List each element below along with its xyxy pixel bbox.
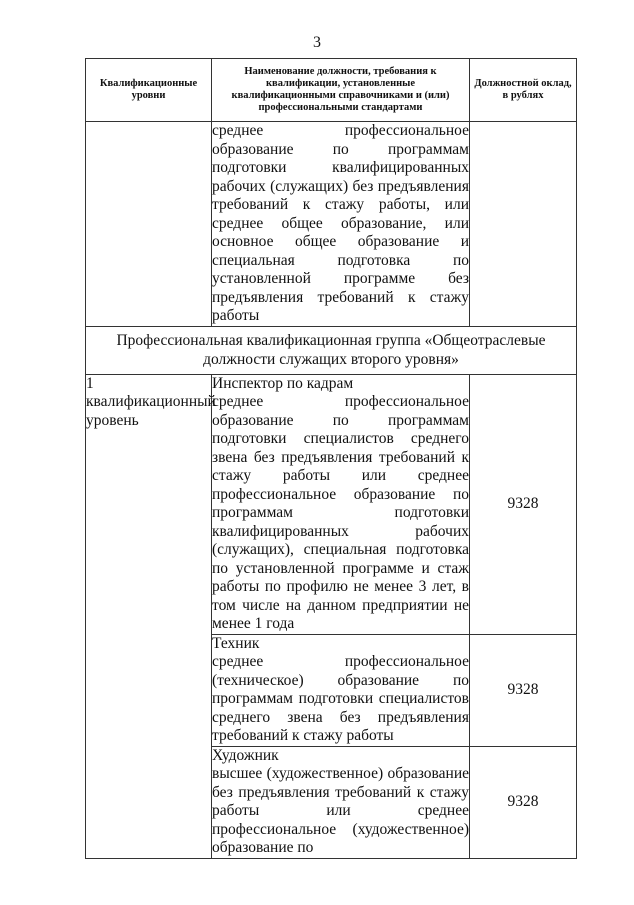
- job-title: Техник: [212, 634, 260, 652]
- group-title-row: [86, 326, 577, 374]
- page-number: 3: [313, 34, 321, 51]
- table-row: [86, 374, 577, 634]
- job-requirements: высшее (художественное) образование без предъявления требований к стажу работы или среднее профессиональное (художественное) образование по: [212, 765, 469, 856]
- salary-cell: 9328: [470, 374, 577, 634]
- requirements-cell: [212, 746, 470, 858]
- job-title: Художник: [212, 746, 279, 764]
- job-requirements: среднее профессиональное (техническое) образование по программам подготовки специалистов среднего звена без предъявления требований к стажу работы: [212, 653, 469, 744]
- header-salary: Должностной оклад, в рублях: [470, 59, 577, 122]
- header-levels: Квалификационные уровни: [86, 59, 212, 122]
- requirements-cell: [212, 634, 470, 746]
- level-cell: [86, 122, 212, 327]
- requirements-cell: среднее профессиональное образование по программам подготовки квалифицированных рабочих (служащих) без предъявления требований к стажу работы, или среднее общее образование, или основное общее образование и специальная подготовка по установленной программе без предъявления требований к стажу работы: [212, 122, 469, 324]
- table-header-row: [86, 59, 577, 122]
- requirements-cell: [212, 374, 470, 634]
- table-row: [86, 122, 577, 327]
- salary-cell: 9328: [470, 746, 577, 858]
- job-requirements: среднее профессиональное образование по программам подготовки специалистов среднего звена без предъявления требований к стажу работы или среднее профессиональное образование по программам подготовки квалифицированных рабочих (служащих), специальная подготовка по установленной программе и стаж работы по профилю не менее 3 лет, в том числе на данном предприятии не менее 1 года: [212, 393, 469, 632]
- job-title: Инспектор по кадрам: [212, 374, 354, 392]
- header-requirements: Наименование должности, требования к квалификации, установленные квалификационными справочниками и (или) профессиональными стандартами: [212, 59, 470, 122]
- group-title: Профессиональная квалификационная группа «Общеотраслевые должности служащих второго уровня»: [86, 326, 577, 374]
- salary-cell: [470, 122, 577, 327]
- qualification-table: [85, 58, 577, 859]
- salary-cell: 9328: [470, 634, 577, 746]
- level-cell: 1 квалификационный уровень: [86, 374, 212, 858]
